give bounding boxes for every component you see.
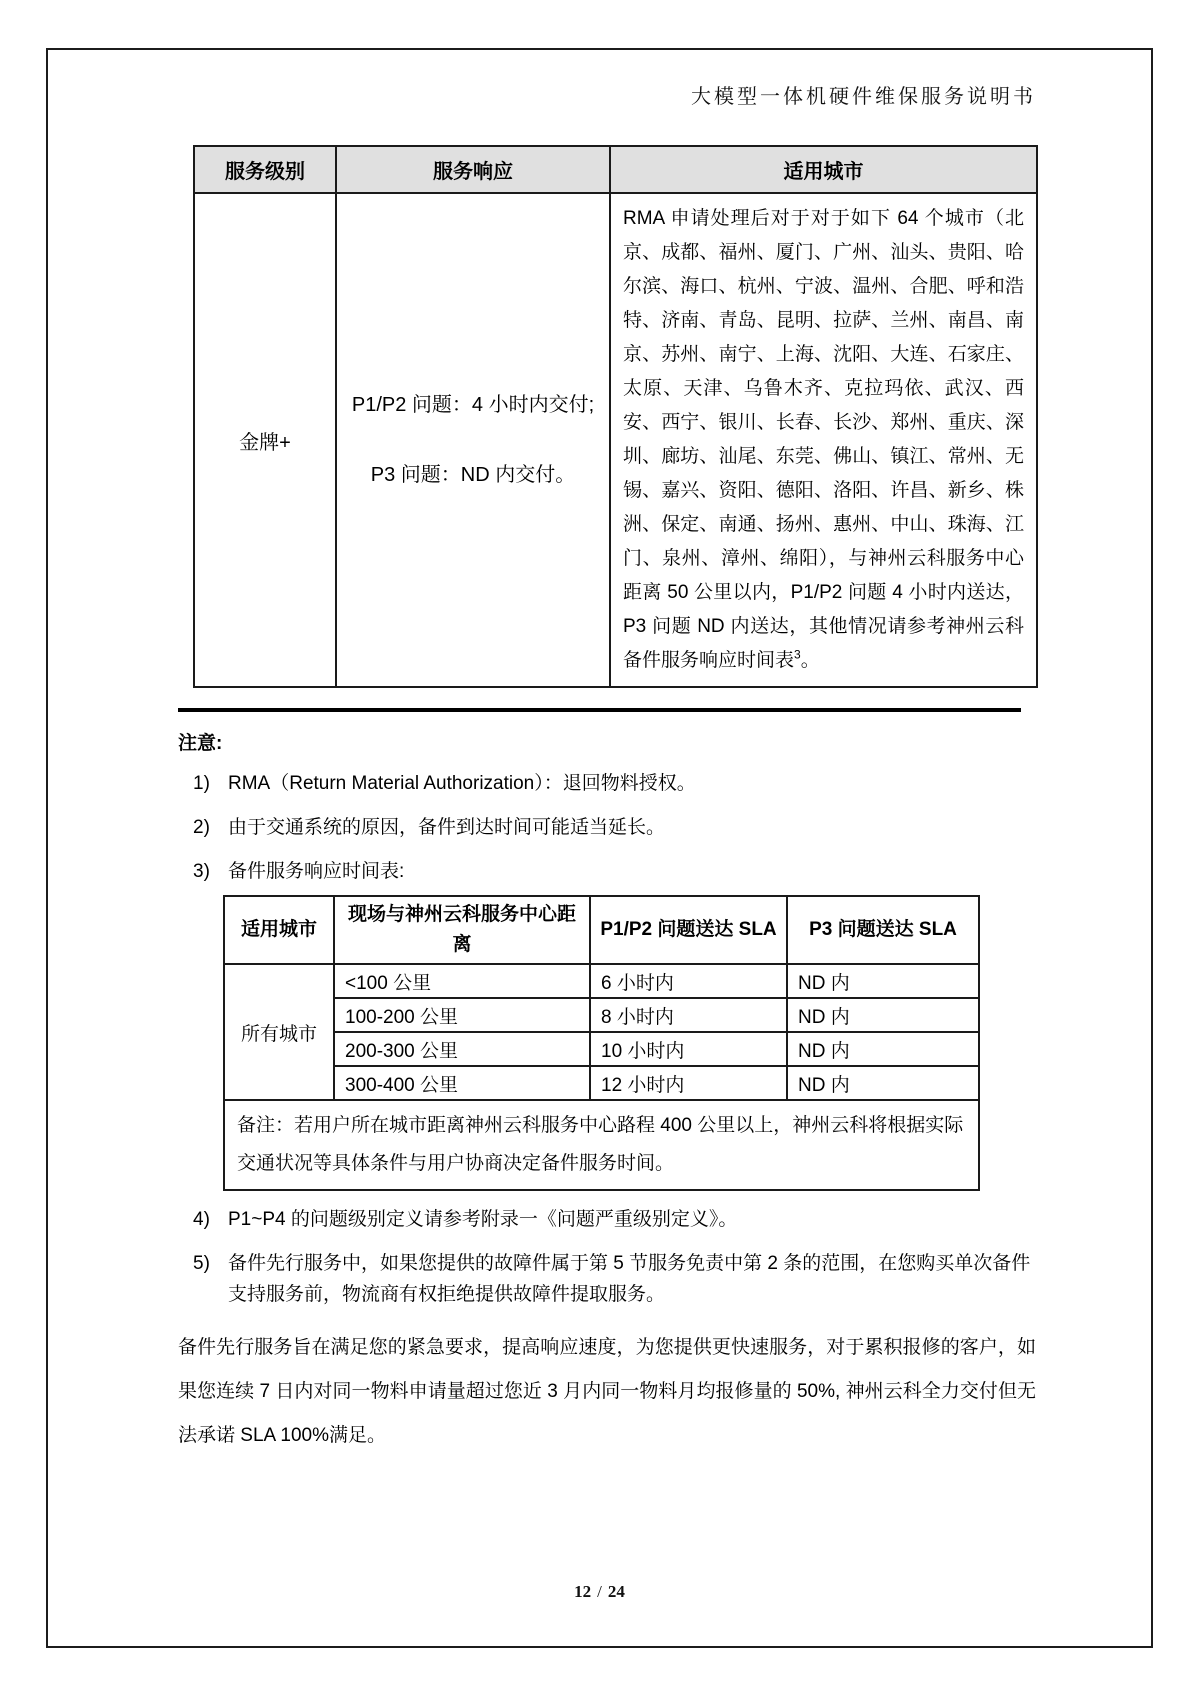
p12-sla-cell: 6 小时内: [590, 964, 787, 998]
service-table-row: [194, 193, 1037, 687]
service-response-cell: [336, 193, 610, 687]
sla-table-row: [224, 998, 979, 1032]
section-divider: [178, 708, 1021, 712]
note-number: 2): [193, 817, 210, 838]
city-scope-cell: 所有城市: [224, 964, 334, 1100]
note-item-4: [178, 1204, 1036, 1235]
response-line-2: P3 问题：ND 内交付。: [370, 464, 576, 486]
note-number: 5): [193, 1253, 210, 1274]
header-service-level: 服务级别: [194, 146, 336, 193]
p3-sla-cell: ND 内: [787, 998, 979, 1032]
note-text: 备件服务响应时间表:: [228, 861, 405, 882]
distance-cell: 200-300 公里: [334, 1032, 590, 1066]
footnote-ref: 3: [794, 647, 801, 662]
p12-sla-cell: 8 小时内: [590, 998, 787, 1032]
sla-table-header-row: [224, 896, 979, 964]
sla-header-city: 适用城市: [224, 896, 334, 964]
note-number: 3): [193, 861, 210, 882]
p3-sla-cell: ND 内: [787, 1066, 979, 1100]
page-number-total: 24: [607, 1582, 625, 1601]
page-number-separator: /: [597, 1582, 602, 1601]
note-item-1: [178, 768, 1036, 799]
cities-text-end: 。: [800, 650, 820, 671]
p12-sla-cell: 10 小时内: [590, 1032, 787, 1066]
page-footer: [48, 1582, 1151, 1602]
sla-header-distance: 现场与神州云科服务中心距离: [334, 896, 590, 964]
p3-sla-cell: ND 内: [787, 964, 979, 998]
sla-table-row: [224, 1066, 979, 1100]
page-number-current: 12: [574, 1582, 592, 1601]
remark-cell: 备注：若用户所在城市距离神州云科服务中心路程 400 公里以上，神州云科将根据实际交通状况等具体条件与用户协商决定备件服务时间。: [224, 1100, 979, 1190]
service-level-cell: 金牌+: [194, 193, 336, 687]
sla-remark-row: [224, 1100, 979, 1190]
sla-table-row: [224, 1032, 979, 1066]
sla-table: [223, 895, 980, 1191]
note-item-2: [178, 812, 1036, 843]
service-level-table: [193, 145, 1038, 688]
page-frame: [46, 48, 1153, 1648]
note-text: 由于交通系统的原因，备件到达时间可能适当延长。: [228, 817, 666, 838]
sla-table-row: [224, 964, 979, 998]
p3-sla-cell: ND 内: [787, 1032, 979, 1066]
response-line-1: P1/P2 问题：4 小时内交付;: [351, 394, 595, 416]
note-item-3: [178, 856, 1036, 887]
closing-paragraph: 备件先行服务旨在满足您的紧急要求，提高响应速度，为您提供更快速服务，对于累积报修的客户，如果您连续 7 日内对同一物料申请量超过您近 3 月内同一物料月均报修量的 50%, 神州云科全力交付但无法承诺 SLA 100%满足。: [178, 1337, 1036, 1446]
note-item-5: [178, 1248, 1036, 1310]
page-content: [178, 50, 1036, 1458]
service-table-header-row: [194, 146, 1037, 193]
doc-header-title: 大模型一体机硬件维保服务说明书: [691, 86, 1036, 108]
distance-cell: 300-400 公里: [334, 1066, 590, 1100]
note-text: P1~P4 的问题级别定义请参考附录一《问题严重级别定义》。: [228, 1209, 738, 1230]
note-text: 备件先行服务中，如果您提供的故障件属于第 5 节服务免责中第 2 条的范围，在您购买单次备件支持服务前，物流商有权拒绝提供故障件提取服务。: [228, 1253, 1031, 1305]
note-number: 4): [193, 1209, 210, 1230]
sla-header-p12: P1/P2 问题送达 SLA: [590, 896, 787, 964]
applicable-cities-cell: [610, 193, 1037, 687]
header-applicable-cities: 适用城市: [610, 146, 1037, 193]
p12-sla-cell: 12 小时内: [590, 1066, 787, 1100]
distance-cell: <100 公里: [334, 964, 590, 998]
header-service-response: 服务响应: [336, 146, 610, 193]
distance-cell: 100-200 公里: [334, 998, 590, 1032]
notes-heading: 注意:: [178, 733, 223, 754]
cities-text: RMA 申请处理后对于对于如下 64 个城市（北京、成都、福州、厦门、广州、汕头、贵阳、哈尔滨、海口、杭州、宁波、温州、合肥、呼和浩特、济南、青岛、昆明、拉萨、兰州、南昌、南京、苏州、南宁、上海、沈阳、大连、石家庄、太原、天津、乌鲁木齐、克拉玛依、武汉、西安、西宁、银川、长春、长沙、郑州、重庆、深圳、廊坊、汕尾、东莞、佛山、镇江、常州、无锡、嘉兴、资阳、德阳、洛阳、许昌、新乡、株洲、保定、南通、扬州、惠州、中山、珠海、江门、泉州、漳州、绵阳），与神州云科服务中心距离 50 公里以内，P1/P2 问题 4 小时内送达，P3 问题 ND 内送达，其他情况请参考神州云科备件服务响应时间表: [623, 208, 1024, 671]
note-text: RMA（Return Material Authorization）：退回物料授权。: [228, 773, 696, 794]
note-number: 1): [193, 773, 210, 794]
sla-header-p3: P3 问题送达 SLA: [787, 896, 979, 964]
